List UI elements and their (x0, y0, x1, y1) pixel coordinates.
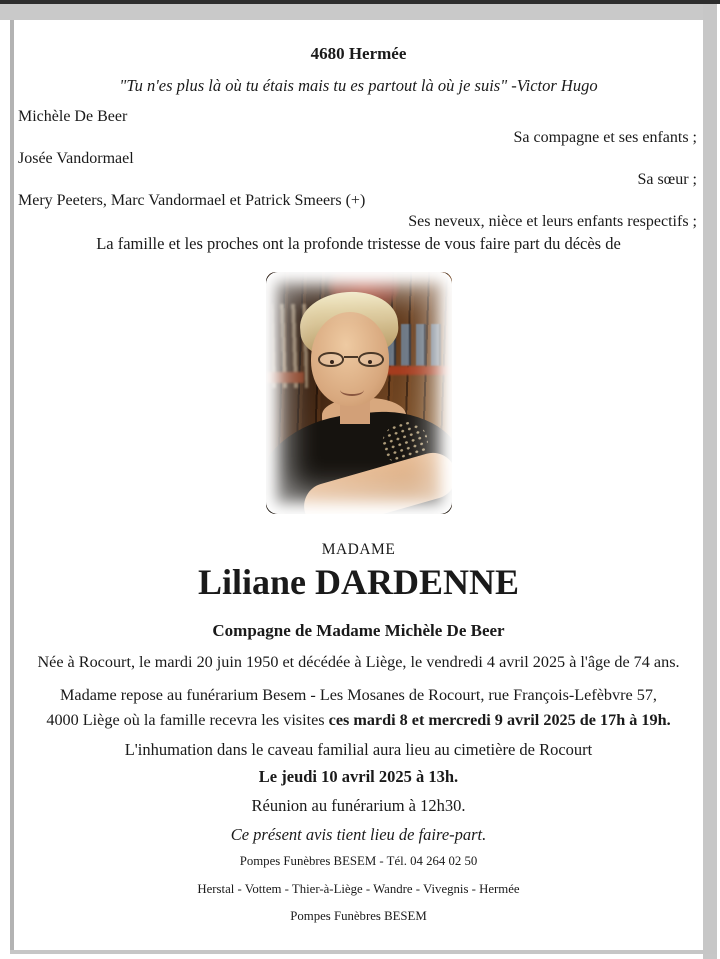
relationship-subtitle: Compagne de Madame Michèle De Beer (212, 621, 505, 640)
visit-dates-bold: ces mardi 8 et mercredi 9 avril 2025 de 17h à 19h. (328, 711, 671, 729)
repose-text: Madame repose au funérarium Besem - Les Mosanes de Rocourt, rue François-Lefèbvre 57, 4000 Liège où la famille recevra les visites (46, 686, 657, 729)
burial-line: L'inhumation dans le caveau familial aura lieu au cimetière de Rocourt (124, 740, 593, 759)
deceased-name: Liliane DARDENNE (197, 562, 520, 602)
portrait-photo-canvas (266, 272, 452, 514)
notice-line: Ce présent avis tient lieu de faire-part. (230, 825, 487, 844)
photo-eye-right (368, 360, 372, 364)
funeral-home-name: Pompes Funèbres BESEM (290, 909, 427, 923)
relative-names: Mery Peeters, Marc Vandormael et Patrick Smeers (+) (18, 192, 366, 209)
photo-lens-left (318, 352, 344, 367)
repose-paragraph (44, 683, 674, 733)
portrait-photo (266, 272, 452, 514)
funeral-home-contact: Pompes Funèbres BESEM - Tél. 04 264 02 50 (239, 854, 478, 868)
relative-relation: Sa compagne et ses enfants ; (513, 129, 697, 146)
page-bottom-border (10, 950, 717, 954)
photo-eyeglasses (318, 352, 384, 370)
location-heading: 4680 Hermée (310, 44, 407, 63)
obituary-page (14, 20, 703, 950)
photo-eye-left (330, 360, 334, 364)
relative-relation: Ses neveux, nièce et leurs enfants respectifs ; (408, 213, 697, 230)
photo-shelf-edge-left (266, 372, 304, 383)
birth-death-line: Née à Rocourt, le mardi 20 juin 1950 et décédée à Liège, le vendredi 4 avril 2025 à l'âge de 74 ans. (37, 653, 680, 671)
relatives-list (14, 106, 703, 232)
photo-glasses-bridge (344, 356, 358, 358)
window-top-band (0, 4, 717, 20)
photo-smile (340, 384, 364, 396)
announcement-line: La famille et les proches ont la profonde tristesse de vous faire part du décès de (96, 234, 621, 253)
photo-lens-right (358, 352, 384, 367)
photo-shelf-edge-right (386, 366, 452, 375)
relative-names: Josée Vandormael (18, 150, 134, 167)
scrollbar-track[interactable] (703, 4, 717, 959)
memorial-quote: "Tu n'es plus là où tu étais mais tu es partout là où je suis" -Victor Hugo (119, 76, 598, 95)
honorific-title: MADAME (321, 541, 396, 558)
meeting-line: Réunion au funérarium à 12h30. (251, 796, 466, 815)
relative-relation: Sa sœur ; (637, 171, 697, 188)
ceremony-date-line: Le jeudi 10 avril 2025 à 13h. (258, 767, 459, 786)
funeral-home-locations: Herstal - Vottem - Thier-à-Liège - Wandre - Vivegnis - Hermée (197, 882, 520, 896)
relative-names: Michèle De Beer (18, 108, 128, 125)
